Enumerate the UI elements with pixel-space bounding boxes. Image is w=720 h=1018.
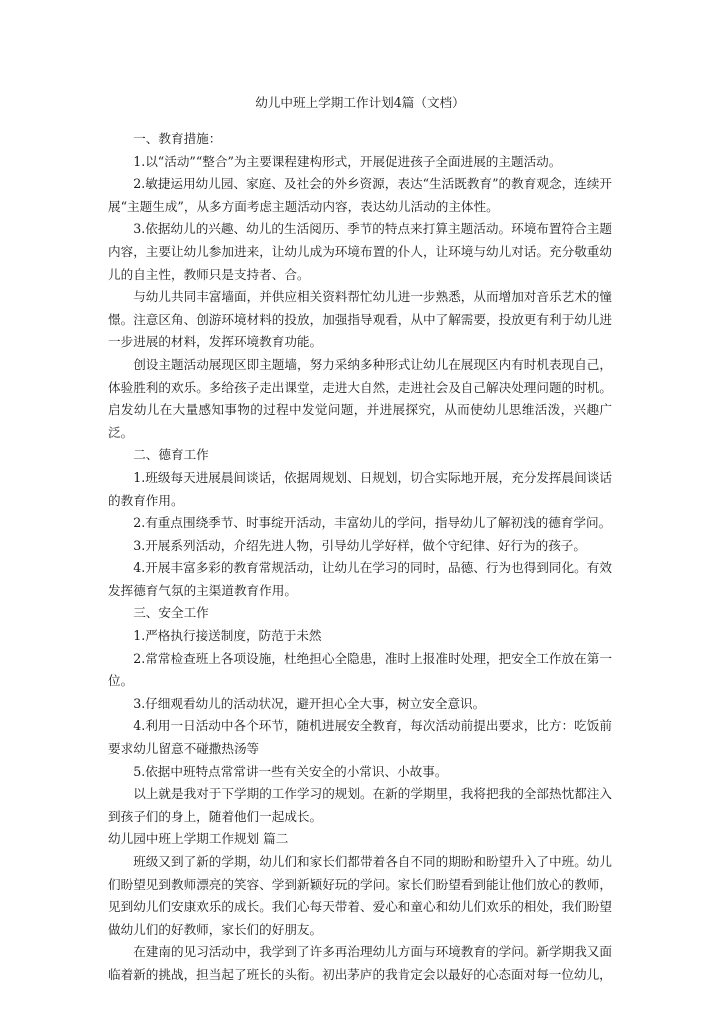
paragraph: 4.开展丰富多彩的教育常规活动，让幼儿在学习的同时，品德、行为也得到同化。有效发挥德育气氛的主渠道教育作用。 — [108, 560, 612, 598]
paragraph: 2.敏捷运用幼儿园、家庭、及社会的外乡资源，表达“生活既教育”的教育观念，连续开展“主题生成”，从多方面考虑主题活动内容，表达幼儿活动的主体性。 — [108, 176, 612, 214]
document-title: 幼儿中班上学期工作计划4篇（文档） — [255, 95, 465, 110]
paragraph: 以上就是我对于下学期的工作学习的规划。在新的学期里，我将把我的全部热忱都注入到孩子们的身上，随着他们一起成长。 — [108, 786, 612, 824]
paragraph: 1.班级每天进展晨间谈话，依据周规划、日规划，切合实际地开展，充分发挥晨间谈话的教育作用。 — [108, 469, 612, 508]
paragraph: 1.严格执行接送制度，防范于未然 — [133, 628, 322, 644]
section-heading-moral: 二、德育工作 — [133, 447, 209, 463]
paragraph: 3.依据幼儿的兴趣、幼儿的生活阅历、季节的特点来打算主题活动。环境布置符合主题内容，主要让幼儿参加进来，让幼儿成为环境布置的仆人，让环境与幼儿对话。充分敬重幼儿的自主性，教师只是支持者、合。 — [108, 221, 612, 282]
paragraph: 3.仔细观看幼儿的活动状况，避开担心全大事，树立安全意识。 — [133, 695, 486, 711]
paragraph: 2.有重点围绕季节、时事绽开活动，丰富幼儿的学问，指导幼儿了解初浅的德育学问。 — [133, 515, 612, 531]
section-heading-safety: 三、安全工作 — [133, 605, 209, 621]
paragraph: 创设主题活动展现区即主题墙，努力采纳多种形式让幼儿在展现区内有时机表现自己，体验胜利的欢乐。多给孩子走出课堂，走进大自然，走进社会及自己解决处理问题的时机。启发幼儿在大量感知事物的过程中发觉问题，并进展探究，从而使幼儿思维活泼，兴趣广泛。 — [108, 356, 612, 440]
section-heading-education: 一、教育措施： — [133, 131, 222, 146]
paragraph: 与幼儿共同丰富墙面，并供应相关资料帮忙幼儿进一步熟悉，从而增加对音乐艺术的憧憬。注意区角、创游环境材料的投放，加强指导观看，从中了解需要，投放更有利于幼儿进一步进展的材料，发挥环境教育功能。 — [108, 289, 612, 350]
paragraph: 在建南的见习活动中，我学到了许多再治理幼儿方面与环境教育的学问。新学期我又面临着新的挑战，担当起了班长的头衔。初出茅庐的我肯定会以最好的心态面对每一位幼儿， — [108, 944, 612, 982]
section-title-part-two: 幼儿园中班上学期工作规划 篇二 — [108, 831, 289, 847]
paragraph: 2.常常检查班上各项设施，杜绝担心全隐患，准时上报准时处理，把安全工作放在第一位。 — [108, 650, 612, 689]
paragraph: 3.开展系列活动，介绍先进人物，引导幼儿学好样，做个守纪律、好行为的孩子。 — [133, 537, 586, 553]
paragraph: 4.利用一日活动中各个环节，随机进展安全教育，每次活动前提出要求，比方：吃饭前要求幼儿留意不碰撒热汤等 — [108, 718, 612, 757]
paragraph: 1.以“活动”“整合”为主要课程建构形式，开展促进孩子全面进展的主题活动。 — [133, 153, 562, 169]
paragraph: 班级又到了新的学期，幼儿们和家长们都带着各自不同的期盼和盼望升入了中班。幼儿们盼望见到教师漂亮的笑容、学到新颖好玩的学问。家长们盼望看到能让他们放心的教师，见到幼儿们安康欢乐的成长。我们心每天带着、爱心和童心和幼儿们欢乐的相处，我们盼望做幼儿们的好教师，家长们的好朋友。 — [108, 854, 612, 937]
paragraph: 5.依据中班特点常常讲一些有关安全的小常识、小故事。 — [133, 763, 448, 779]
